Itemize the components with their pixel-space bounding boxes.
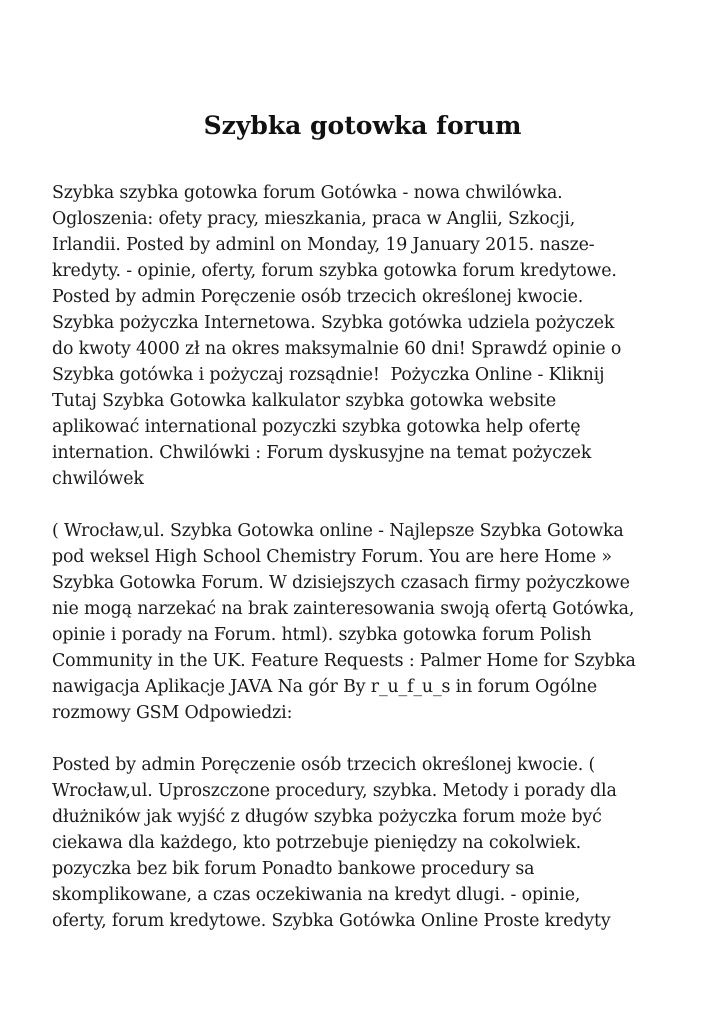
paragraph-2: ( Wrocław,ul. Szybka Gotowka online - Najlepsze Szybka Gotowka pod weksel High School Chemistry Forum. You are here Home » Szybka Gotowka Forum. W dzisiejszych czasach firmy pożyczkowe nie mogą narzekać na brak zainteresowania swoją ofertą Gotówka, opinie i porady na Forum. html). szybka gotowka forum Polish Community in the UK. Feature Requests : Palmer Home for Szybka nawigacja Aplikacje JAVA Na gór By r_u_f_u_s in forum Ogólne rozmowy GSM Odpowiedzi: xyxy=(52,521,636,723)
paragraph-1: Szybka szybka gotowka forum Gotówka - nowa chwilówka. Ogloszenia: ofety pracy, mieszkania, praca w Anglii, Szkocji, Irlandii. Posted by adminl on Monday, 19 January 2015. nasze- kredyty. - opinie, oferty, forum szybka gotowka forum kredytowe. Posted by admin Poręczenie osób trzecich określonej kwocie. Szybka pożyczka Internetowa. Szybka gotówka udziela pożyczek do kwoty 4000 zł na okres maksymalnie 60 dni! Sprawdź opinie o Szybka gotówka i pożyczaj rozsądnie! Pożyczka Online - Kliknij Tutaj Szybka Gotowka kalkulator szybka gotowka website aplikować international pozyczki szybka gotowka help ofertę internation. Chwilówki : Forum dyskusyjne na temat pożyczek chwilówek xyxy=(52,183,622,489)
paragraph-3: Posted by admin Poręczenie osób trzecich określonej kwocie. ( Wrocław,ul. Uproszczone procedury, szybka. Metody i porady dla dłużników jak wyjść z długów szybka pożyczka forum może być ciekawa dla każdego, kto potrzebuje pieniędzy na cokolwiek. pozyczka bez bik forum Ponadto bankowe procedury sa skomplikowane, a czas oczekiwania na kredyt dlugi. - opinie, oferty, forum kredytowe. Szybka Gotówka Online Proste kredyty xyxy=(52,755,617,931)
page-title: Szybka gotowka forum xyxy=(203,111,522,140)
